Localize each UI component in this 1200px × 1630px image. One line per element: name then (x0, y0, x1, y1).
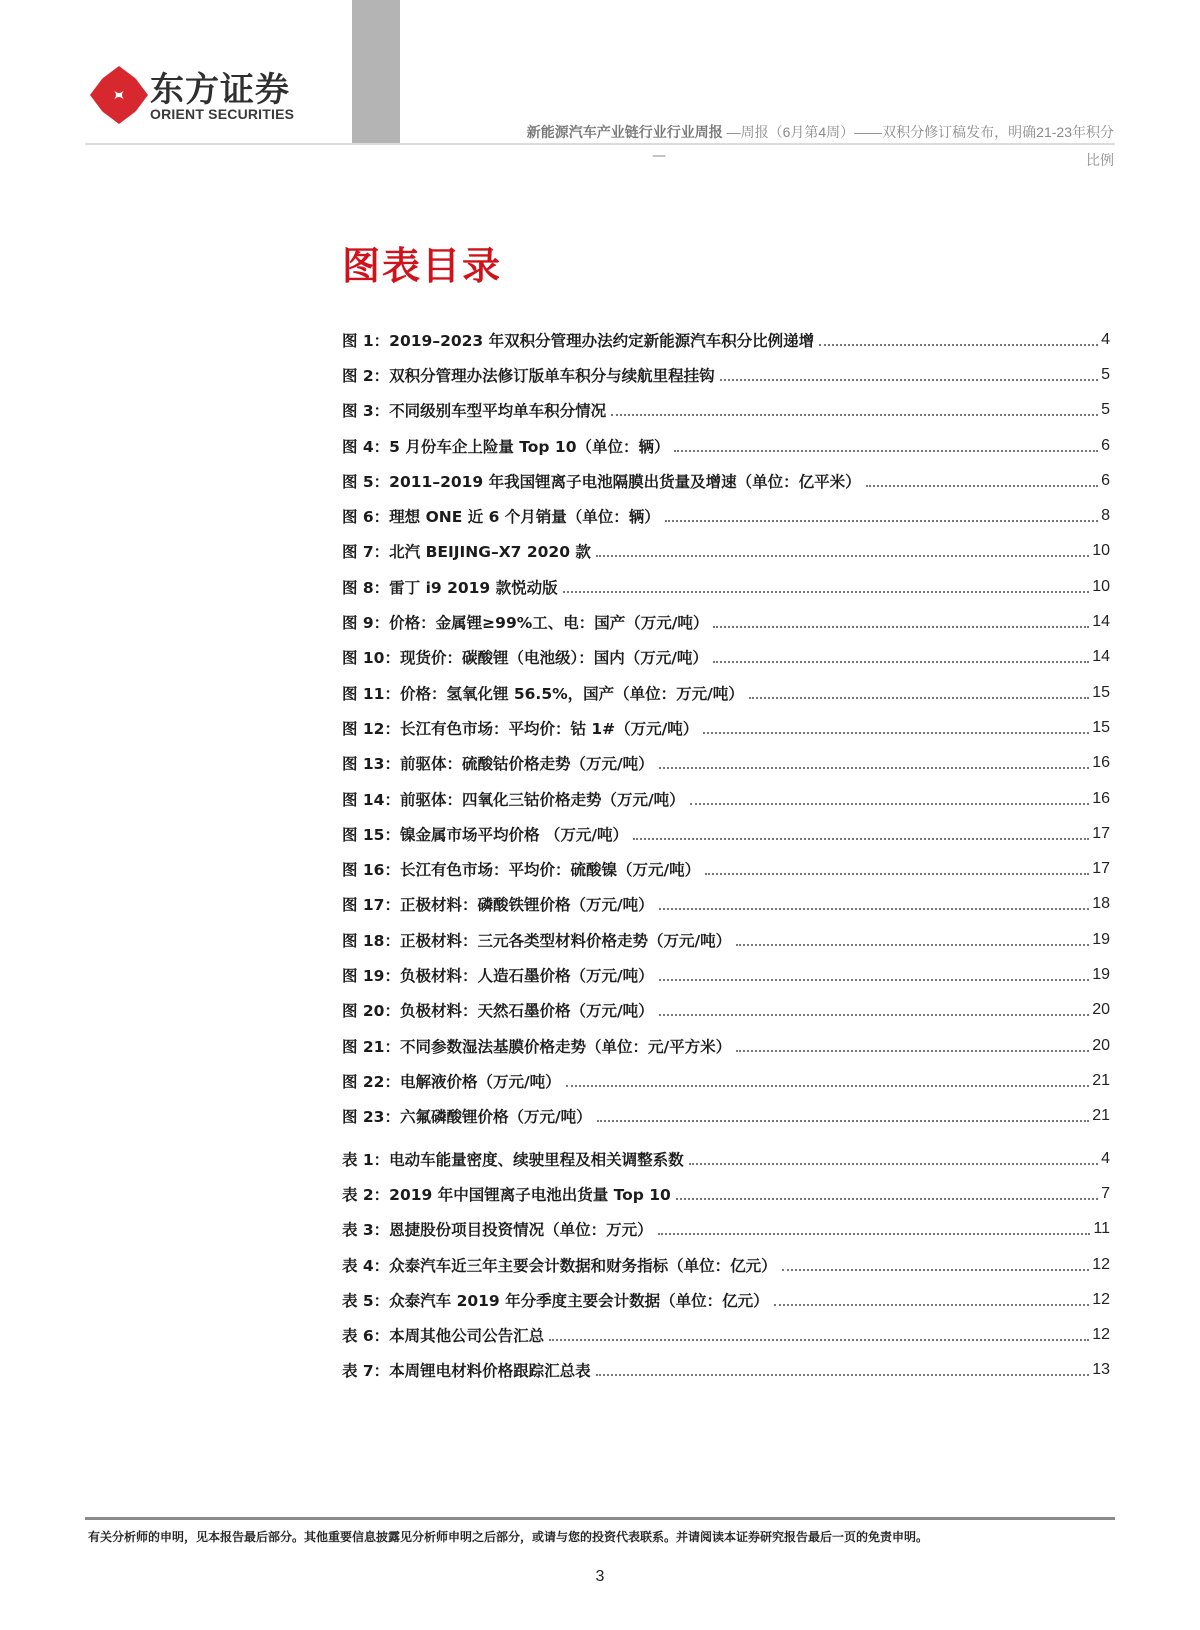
toc-entry-label[interactable]: 图 4：5 月份车企上险量 Top 10（单位：辆） (342, 435, 671, 457)
footer-divider (85, 1517, 1115, 1520)
toc-figure-entry[interactable] (342, 957, 1110, 992)
dot-leader (659, 979, 1090, 981)
figure-list (342, 322, 1110, 1134)
dot-leader (689, 1163, 1098, 1165)
toc-entry-page[interactable]: 6 (1101, 436, 1110, 454)
toc-figure-entry[interactable] (342, 1063, 1110, 1098)
brand-name-cn: 东方证券 (150, 70, 290, 110)
dot-leader (720, 379, 1098, 381)
toc-entry-page[interactable]: 19 (1092, 965, 1110, 983)
toc-entry-label[interactable]: 表 2：2019 年中国锂离子电池出货量 Top 10 (342, 1183, 673, 1205)
dot-leader (705, 873, 1089, 875)
toc-entry-page[interactable]: 12 (1092, 1326, 1110, 1344)
toc-entry-label[interactable]: 图 11：价格：氢氧化锂 56.5%，国产（单位：万元/吨） (342, 682, 746, 704)
dot-leader (611, 414, 1098, 416)
logo-diamond-icon (88, 64, 150, 126)
toc-entry-page[interactable]: 12 (1092, 1255, 1110, 1273)
toc-entry-page[interactable]: 15 (1092, 718, 1110, 736)
dot-leader (674, 450, 1098, 452)
dot-leader (633, 838, 1089, 840)
toc-entry-page[interactable]: 10 (1092, 542, 1110, 560)
dot-leader (563, 591, 1090, 593)
toc-figure-entry[interactable] (342, 710, 1110, 745)
toc-entry-label[interactable]: 图 19：负极材料：人造石墨价格（万元/吨） (342, 964, 656, 986)
toc-table-entry[interactable] (342, 1317, 1110, 1352)
toc-entry-label[interactable]: 图 23：六氟磷酸锂价格（万元/吨） (342, 1105, 594, 1127)
toc-entry-label[interactable]: 图 8：雷丁 i9 2019 款悦动版 (342, 576, 560, 598)
toc-figure-entry[interactable] (342, 746, 1110, 781)
dot-leader (596, 1374, 1090, 1376)
toc-table-entry[interactable] (342, 1353, 1110, 1388)
toc-entry-page[interactable]: 16 (1092, 789, 1110, 807)
dot-leader (596, 555, 1089, 557)
toc-table-entry[interactable] (342, 1282, 1110, 1317)
toc-entry-page[interactable]: 20 (1092, 1036, 1110, 1054)
orient-securities-logo (88, 62, 338, 132)
toc-entry-page[interactable]: 6 (1101, 471, 1110, 489)
toc-figure-entry[interactable] (342, 569, 1110, 604)
toc-entry-label[interactable]: 表 1：电动车能量密度、续驶里程及相关调整系数 (342, 1148, 686, 1170)
toc-entry-page[interactable]: 12 (1092, 1290, 1110, 1308)
toc-entry-page[interactable]: 10 (1092, 577, 1110, 595)
report-series: 新能源汽车产业链行业行业周报 (526, 124, 723, 140)
toc-entry-label[interactable]: 图 18：正极材料：三元各类型材料价格走势（万元/吨） (342, 929, 733, 951)
toc-entry-label[interactable]: 表 6：本周其他公司公告汇总 (342, 1324, 546, 1346)
page-number: 3 (595, 1568, 605, 1585)
toc-entry-page[interactable]: 18 (1092, 895, 1110, 913)
toc-entry-page[interactable]: 21 (1092, 1107, 1110, 1125)
toc-entry-label[interactable]: 图 15：镍金属市场平均价格 （万元/吨） (342, 823, 630, 845)
toc-table-entry[interactable] (342, 1141, 1110, 1176)
toc-figure-entry[interactable] (342, 604, 1110, 639)
toc-entry-label[interactable]: 图 2：双积分管理办法修订版单车积分与续航里程挂钩 (342, 364, 717, 386)
dot-leader (659, 1014, 1090, 1016)
dot-leader (749, 697, 1089, 699)
toc-figure-entry[interactable] (342, 887, 1110, 922)
toc-figure-entry[interactable] (342, 640, 1110, 675)
toc-entry-label[interactable]: 图 10：现货价：碳酸锂（电池级）：国内（万元/吨） (342, 646, 710, 668)
toc-entry-label[interactable]: 图 14：前驱体：四氧化三钴价格走势（万元/吨） (342, 788, 687, 810)
dot-leader (658, 1233, 1091, 1235)
toc-entry-label[interactable]: 图 3：不同级别车型平均单车积分情况 (342, 399, 608, 421)
toc-entry-page[interactable]: 14 (1092, 648, 1110, 666)
toc-entry-label[interactable]: 图 20：负极材料：天然石墨价格（万元/吨） (342, 999, 656, 1021)
header-accent-bar (352, 0, 400, 143)
dot-leader (676, 1198, 1098, 1200)
toc-table-entry[interactable] (342, 1176, 1110, 1211)
toc-entry-label[interactable]: 图 22：电解液价格（万元/吨） (342, 1070, 563, 1092)
toc-figure-entry[interactable] (342, 393, 1110, 428)
toc-entry-label[interactable]: 表 5：众泰汽车 2019 年分季度主要会计数据（单位：亿元） (342, 1289, 771, 1311)
toc-entry-page[interactable]: 8 (1101, 507, 1110, 525)
dot-leader (659, 908, 1090, 910)
toc-figure-entry[interactable] (342, 781, 1110, 816)
toc-entry-label[interactable]: 表 4：众泰汽车近三年主要会计数据和财务指标（单位：亿元） (342, 1254, 779, 1276)
footer-disclaimer: 有关分析师的申明，见本报告最后部分。其他重要信息披露见分析师申明之后部分，或请与您的投资代表联系。并请阅读本证券研究报告最后一页的免责申明。 (88, 1530, 929, 1544)
dot-leader (703, 732, 1089, 734)
toc-figure-entry[interactable] (342, 534, 1110, 569)
toc-entry-label[interactable]: 图 5：2011–2019 年我国锂离子电池隔膜出货量及增速（单位：亿平米） (342, 470, 863, 492)
toc-figure-entry[interactable] (342, 428, 1110, 463)
toc-entry-label[interactable]: 图 21：不同参数湿法基膜价格走势（单位：元/平方米） (342, 1035, 733, 1057)
toc-entry-label[interactable]: 表 7：本周锂电材料价格跟踪汇总表 (342, 1359, 593, 1381)
dot-leader (659, 767, 1090, 769)
toc-entry-page[interactable]: 4 (1101, 330, 1110, 348)
toc-figure-entry[interactable] (342, 816, 1110, 851)
dot-leader (782, 1269, 1090, 1271)
toc-figure-entry[interactable] (342, 357, 1110, 392)
dot-leader (736, 944, 1089, 946)
toc-entry-page[interactable]: 16 (1092, 754, 1110, 772)
toc-figure-entry[interactable] (342, 851, 1110, 886)
toc-figure-entry[interactable] (342, 463, 1110, 498)
toc-entry-page[interactable]: 20 (1092, 1001, 1110, 1019)
dot-leader (549, 1339, 1089, 1341)
toc-entry-page[interactable]: 7 (1101, 1184, 1110, 1202)
toc-entry-label[interactable]: 表 3：恩捷股份项目投资情况（单位：万元） (342, 1218, 655, 1240)
toc-figure-entry[interactable] (342, 322, 1110, 357)
toc-entry-page[interactable]: 21 (1092, 1071, 1110, 1089)
dot-leader (819, 344, 1098, 346)
dot-leader (774, 1304, 1090, 1306)
dot-leader (690, 803, 1090, 805)
page-header (0, 0, 1200, 168)
report-title-dash: — (652, 148, 666, 164)
toc-figure-entry[interactable] (342, 1028, 1110, 1063)
toc-entry-label[interactable]: 图 16：长江有色市场：平均价：硫酸镍（万元/吨） (342, 858, 702, 880)
toc-entry-label[interactable]: 图 17：正极材料：磷酸铁锂价格（万元/吨） (342, 893, 656, 915)
toc-entry-page[interactable]: 11 (1093, 1220, 1110, 1238)
dot-leader (566, 1085, 1090, 1087)
toc-table-entry[interactable] (342, 1212, 1110, 1247)
toc-entry-label[interactable]: 图 13：前驱体：硫酸钴价格走势（万元/吨） (342, 752, 656, 774)
toc-entry-page[interactable]: 15 (1092, 683, 1110, 701)
toc-figure-entry[interactable] (342, 498, 1110, 533)
toc-entry-label[interactable]: 图 1：2019–2023 年双积分管理办法约定新能源汽车积分比例递增 (342, 329, 816, 351)
toc-entry-label[interactable]: 图 6：理想 ONE 近 6 个月销量（单位：辆） (342, 505, 662, 527)
dot-leader (736, 1050, 1089, 1052)
report-title-continued: 比例 (1086, 152, 1114, 168)
table-list (342, 1141, 1110, 1388)
toc-entry-page[interactable]: 5 (1101, 401, 1110, 419)
report-subtitle: —周报（6月第4周）——双积分修订稿发布，明确21-23年积分 (722, 124, 1114, 140)
toc-entry-page[interactable]: 14 (1092, 613, 1110, 631)
toc-entry-page[interactable]: 19 (1092, 930, 1110, 948)
toc-title: 图表目录 (342, 244, 503, 288)
dot-leader (597, 1120, 1090, 1122)
toc-entry-label[interactable]: 图 12：长江有色市场：平均价：钴 1#（万元/吨） (342, 717, 700, 739)
dot-leader (713, 626, 1089, 628)
toc-entry-label[interactable]: 图 7：北汽 BEIJING–X7 2020 款 (342, 540, 593, 562)
dot-leader (866, 485, 1098, 487)
report-title (527, 122, 1114, 142)
toc-entry-label[interactable]: 图 9：价格：金属锂≥99%工、电：国产（万元/吨） (342, 611, 710, 633)
header-divider (85, 143, 1115, 145)
toc-figure-entry[interactable] (342, 1099, 1110, 1134)
toc-table-entry[interactable] (342, 1247, 1110, 1282)
toc-figure-entry[interactable] (342, 993, 1110, 1028)
toc-entry-page[interactable]: 17 (1092, 824, 1110, 842)
toc-entry-page[interactable]: 17 (1092, 860, 1110, 878)
toc-figure-entry[interactable] (342, 922, 1110, 957)
dot-leader (665, 520, 1098, 522)
brand-name-en: ORIENT SECURITIES (150, 106, 295, 122)
toc-entry-page[interactable]: 4 (1101, 1149, 1110, 1167)
toc-figure-entry[interactable] (342, 675, 1110, 710)
dot-leader (713, 661, 1089, 663)
toc-entry-page[interactable]: 5 (1101, 365, 1110, 383)
toc-entry-page[interactable]: 13 (1092, 1361, 1110, 1379)
